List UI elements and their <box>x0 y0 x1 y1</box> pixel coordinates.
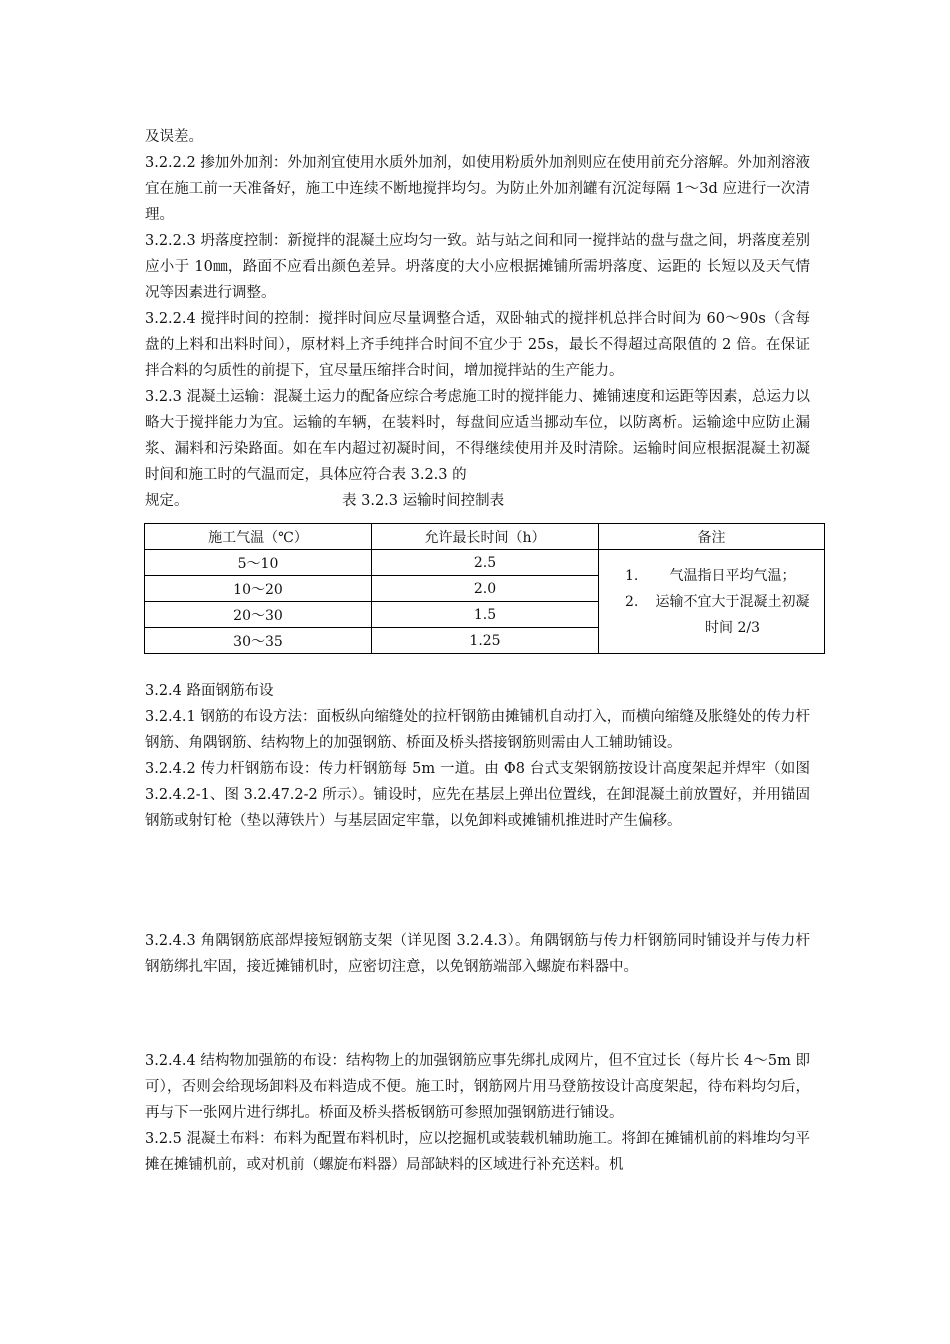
section-3-2-4-block <box>145 678 810 834</box>
cell-max-time: 1.5 <box>372 602 599 628</box>
paragraph-3-2-4-2: 3.2.4.2 传力杆钢筋布设：传力杆钢筋每 5m 一道。由 Φ8 台式支架钢筋按设计高度架起并焊牢（如图 3.2.4.2-1、图 3.2.47.2-2 所示）。铺设时，应先在基层上弹出位置线，在卸混凝土前放置好，并用锚固钢筋或射钉枪（垫以薄铁片）与基层固定牢靠，以免卸料或摊铺机推进时产生偏移。 <box>145 761 810 829</box>
paragraph-3-2-4-3-block <box>145 928 810 980</box>
transport-time-table <box>144 523 825 654</box>
cell-max-time: 1.25 <box>372 628 599 654</box>
paragraph-3-2-4-1: 3.2.4.1 钢筋的布设方法：面板纵向缩缝处的拉杆钢筋由摊铺机自动打入，而横向缩缝及胀缝处的传力杆钢筋、角隅钢筋、结构物上的加强钢筋、桥面及桥头搭接钢筋则需由人工辅助铺设。 <box>145 709 810 751</box>
cell-temperature: 20～30 <box>145 602 372 628</box>
paragraph-3-2-4-3: 3.2.4.3 角隅钢筋底部焊接短钢筋支架（详见图 3.2.4.3）。角隅钢筋与传力杆钢筋同时铺设并与传力杆钢筋绑扎牢固，接近摊铺机时，应密切注意，以免钢筋端部入螺旋布料器中。 <box>145 933 810 975</box>
note-item: 1. 气温指日平均气温； <box>625 567 796 584</box>
cell-remarks <box>599 550 825 654</box>
table-header-row <box>145 524 825 550</box>
header-remarks: 备注 <box>599 524 825 550</box>
paragraph-3-2-3-end: 规定。 <box>145 493 189 509</box>
paragraph-3-2-4-4: 3.2.4.4 结构物加强筋的布设：结构物上的加强钢筋应事先绑扎成网片，但不宜过长（每片长 4～5m 即可），否则会给现场卸料及布料造成不便。施工时，钢筋网片用马登筋按设计高度架起，待布料均匀后，再与下一张网片进行绑扎。桥面及桥头搭板钢筋可参照加强钢筋进行铺设。 <box>145 1053 810 1121</box>
cell-max-time: 2.0 <box>372 576 599 602</box>
paragraph-3-2-5: 3.2.5 混凝土布料：布料为配置布料机时，应以挖掘机或装载机辅助施工。将卸在摊铺机前的料堆均匀平摊在摊铺机前，或对机前（螺旋布料器）局部缺料的区域进行补充送料。机 <box>145 1131 810 1173</box>
paragraph-continuation: 及误差。 <box>145 129 203 145</box>
paragraph-3-2-2-2: 3.2.2.2 掺加外加剂：外加剂宜使用水质外加剂，如使用粉质外加剂则应在使用前充分溶解。外加剂溶液宜在施工前一天准备好，施工中连续不断地搅拌均匀。为防止外加剂罐有沉淀每隔 1～3d 应进行一次清理。 <box>145 155 810 223</box>
header-max-time: 允许最长时间（h） <box>372 524 599 550</box>
cell-temperature: 5～10 <box>145 550 372 576</box>
bottom-text-block <box>145 1048 810 1178</box>
note-item: 2. 运输不宜大于混凝土初凝时间 2/3 <box>625 593 810 636</box>
cell-temperature: 30～35 <box>145 628 372 654</box>
cell-temperature: 10～20 <box>145 576 372 602</box>
table-caption: 表 3.2.3 运输时间控制表 <box>342 493 505 509</box>
table-row <box>145 550 825 576</box>
top-text-block <box>145 124 810 514</box>
caption-line <box>145 488 810 514</box>
paragraph-3-2-2-4: 3.2.2.4 搅拌时间的控制：搅拌时间应尽量调整合适，双卧轴式的搅拌机总拌合时间为 60～90s（含每盘的上料和出料时间），原材料上齐手纯拌合时间不宜少于 25s，最长不得超过高限值的 2 倍。在保证拌合料的匀质性的前提下，宜尽量压缩拌合时间，增加搅拌站的生产能力。 <box>145 311 810 379</box>
heading-3-2-4: 3.2.4 路面钢筋布设 <box>145 683 274 699</box>
header-temperature: 施工气温（℃） <box>145 524 372 550</box>
paragraph-3-2-3: 3.2.3 混凝土运输：混凝土运力的配备应综合考虑施工时的搅拌能力、摊铺速度和运距等因素，总运力以略大于搅拌能力为宜。运输的车辆，在装料时，每盘间应适当挪动车位，以防离析。运输途中应防止漏浆、漏料和污染路面。如在车内超过初凝时间，不得继续使用并及时清除。运输时间应根据混凝土初凝时间和施工时的气温而定，具体应符合表 3.2.3 的 <box>145 389 810 483</box>
cell-max-time: 2.5 <box>372 550 599 576</box>
paragraph-3-2-2-3: 3.2.2.3 坍落度控制：新搅拌的混凝土应均匀一致。站与站之间和同一搅拌站的盘与盘之间，坍落度差别应小于 10㎜，路面不应看出颜色差异。坍落度的大小应根据摊铺所需坍落度、运距的 长短以及天气情况等因素进行调整。 <box>145 233 810 301</box>
